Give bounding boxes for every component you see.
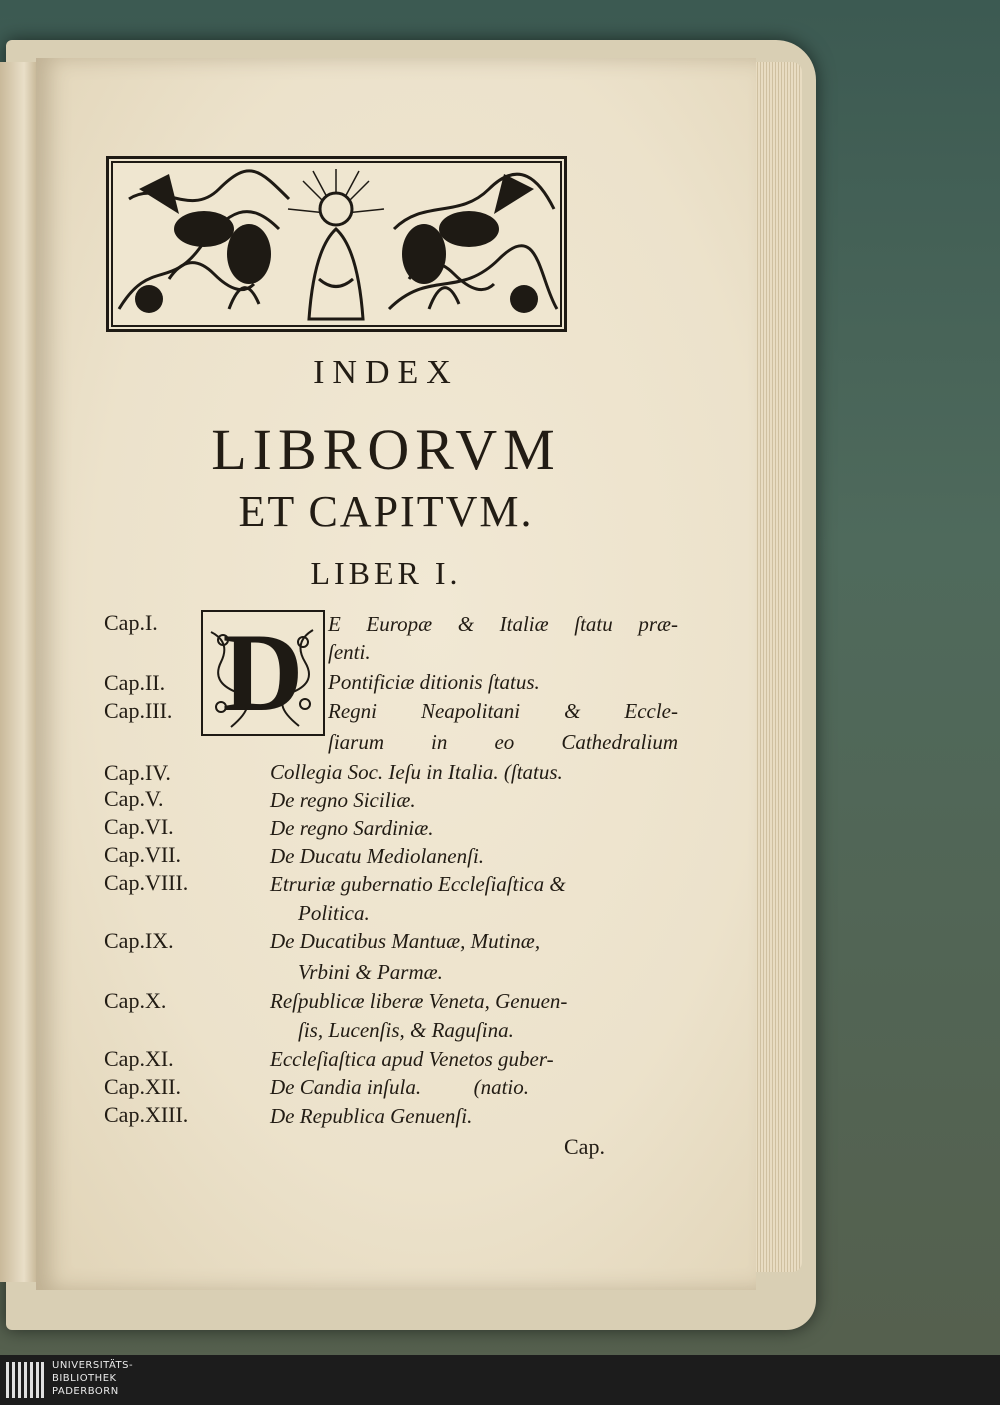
library-logo-icon (6, 1362, 44, 1398)
decorated-initial (201, 610, 325, 736)
book-page (36, 58, 756, 1290)
chapter-title: De Ducatibus Mantuæ, Mutinæ, (270, 929, 541, 953)
catchword: Cap. (564, 1134, 605, 1159)
chapter-title-cont: ſis, Lucenſis, & Raguſina. (298, 1018, 514, 1042)
chapter-title: E Europæ & Italiæ ſtatu præ- (328, 612, 678, 636)
chapter-title: De Candia inſula. (natio. (270, 1075, 529, 1099)
chapter-label: Cap.I. (104, 610, 158, 635)
initial-letter: D (222, 611, 304, 735)
chapter-title: De regno Sardiniæ. (270, 816, 434, 840)
chapter-label: Cap.VII. (104, 842, 181, 867)
chapter-title: De regno Siciliæ. (270, 788, 416, 812)
chapter-label: Cap.V. (104, 786, 164, 811)
chapter-label: Cap.VIII. (104, 870, 189, 895)
chapter-label: Cap.XIII. (104, 1102, 189, 1127)
chapter-title-cont: ſiarum in eo Cathedralium (328, 730, 678, 754)
chapter-label: Cap.IV. (104, 760, 171, 785)
title-index: INDEX (313, 354, 459, 391)
title-et-capitum: ET CAPITVM. (238, 487, 534, 536)
title-librorum: LIBRORVM (211, 417, 561, 482)
facing-page-edge (0, 62, 40, 1282)
chapter-title-cont: ſenti. (328, 640, 371, 664)
book-heading: LIBER I. (310, 555, 462, 591)
chapter-label: Cap.II. (104, 670, 166, 695)
page-edges (752, 62, 802, 1272)
chapter-label: Cap.XII. (104, 1074, 181, 1099)
chapter-title: Reſpublicæ liberæ Veneta, Genuen- (270, 989, 568, 1013)
chapter-label: Cap.X. (104, 988, 167, 1013)
chapter-label: Cap.IX. (104, 928, 174, 953)
chapter-title: Etruriæ gubernatio Eccleſiaſtica & (270, 872, 566, 896)
chapter-title: Regni Neapolitani & Eccle- (328, 699, 678, 723)
footer-line-3: PADERBORN (52, 1386, 119, 1397)
chapter-label: Cap.VI. (104, 814, 174, 839)
woodcut-headpiece (106, 156, 567, 332)
angels-madonna-headpiece-icon (109, 159, 564, 329)
footer-line-2: BIBLIOTHEK (52, 1373, 117, 1384)
chapter-title: Eccleſiaſtica apud Venetos guber- (270, 1047, 554, 1071)
chapter-title-cont: Politica. (298, 901, 370, 925)
chapter-title: De Ducatu Mediolanenſi. (270, 844, 485, 868)
chapter-label: Cap.XI. (104, 1046, 174, 1071)
chapter-label: Cap.III. (104, 698, 173, 723)
chapter-title-cont: Vrbini & Parmæ. (298, 960, 443, 984)
chapter-title: De Republica Genuenſi. (270, 1104, 473, 1128)
footer-line-1: UNIVERSITÄTS- (52, 1360, 134, 1371)
chapter-title: Pontificiæ ditionis ſtatus. (328, 670, 540, 694)
chapter-title: Collegia Soc. Ieſu in Italia. (ſtatus. (270, 760, 563, 784)
library-footer (0, 1355, 1000, 1405)
